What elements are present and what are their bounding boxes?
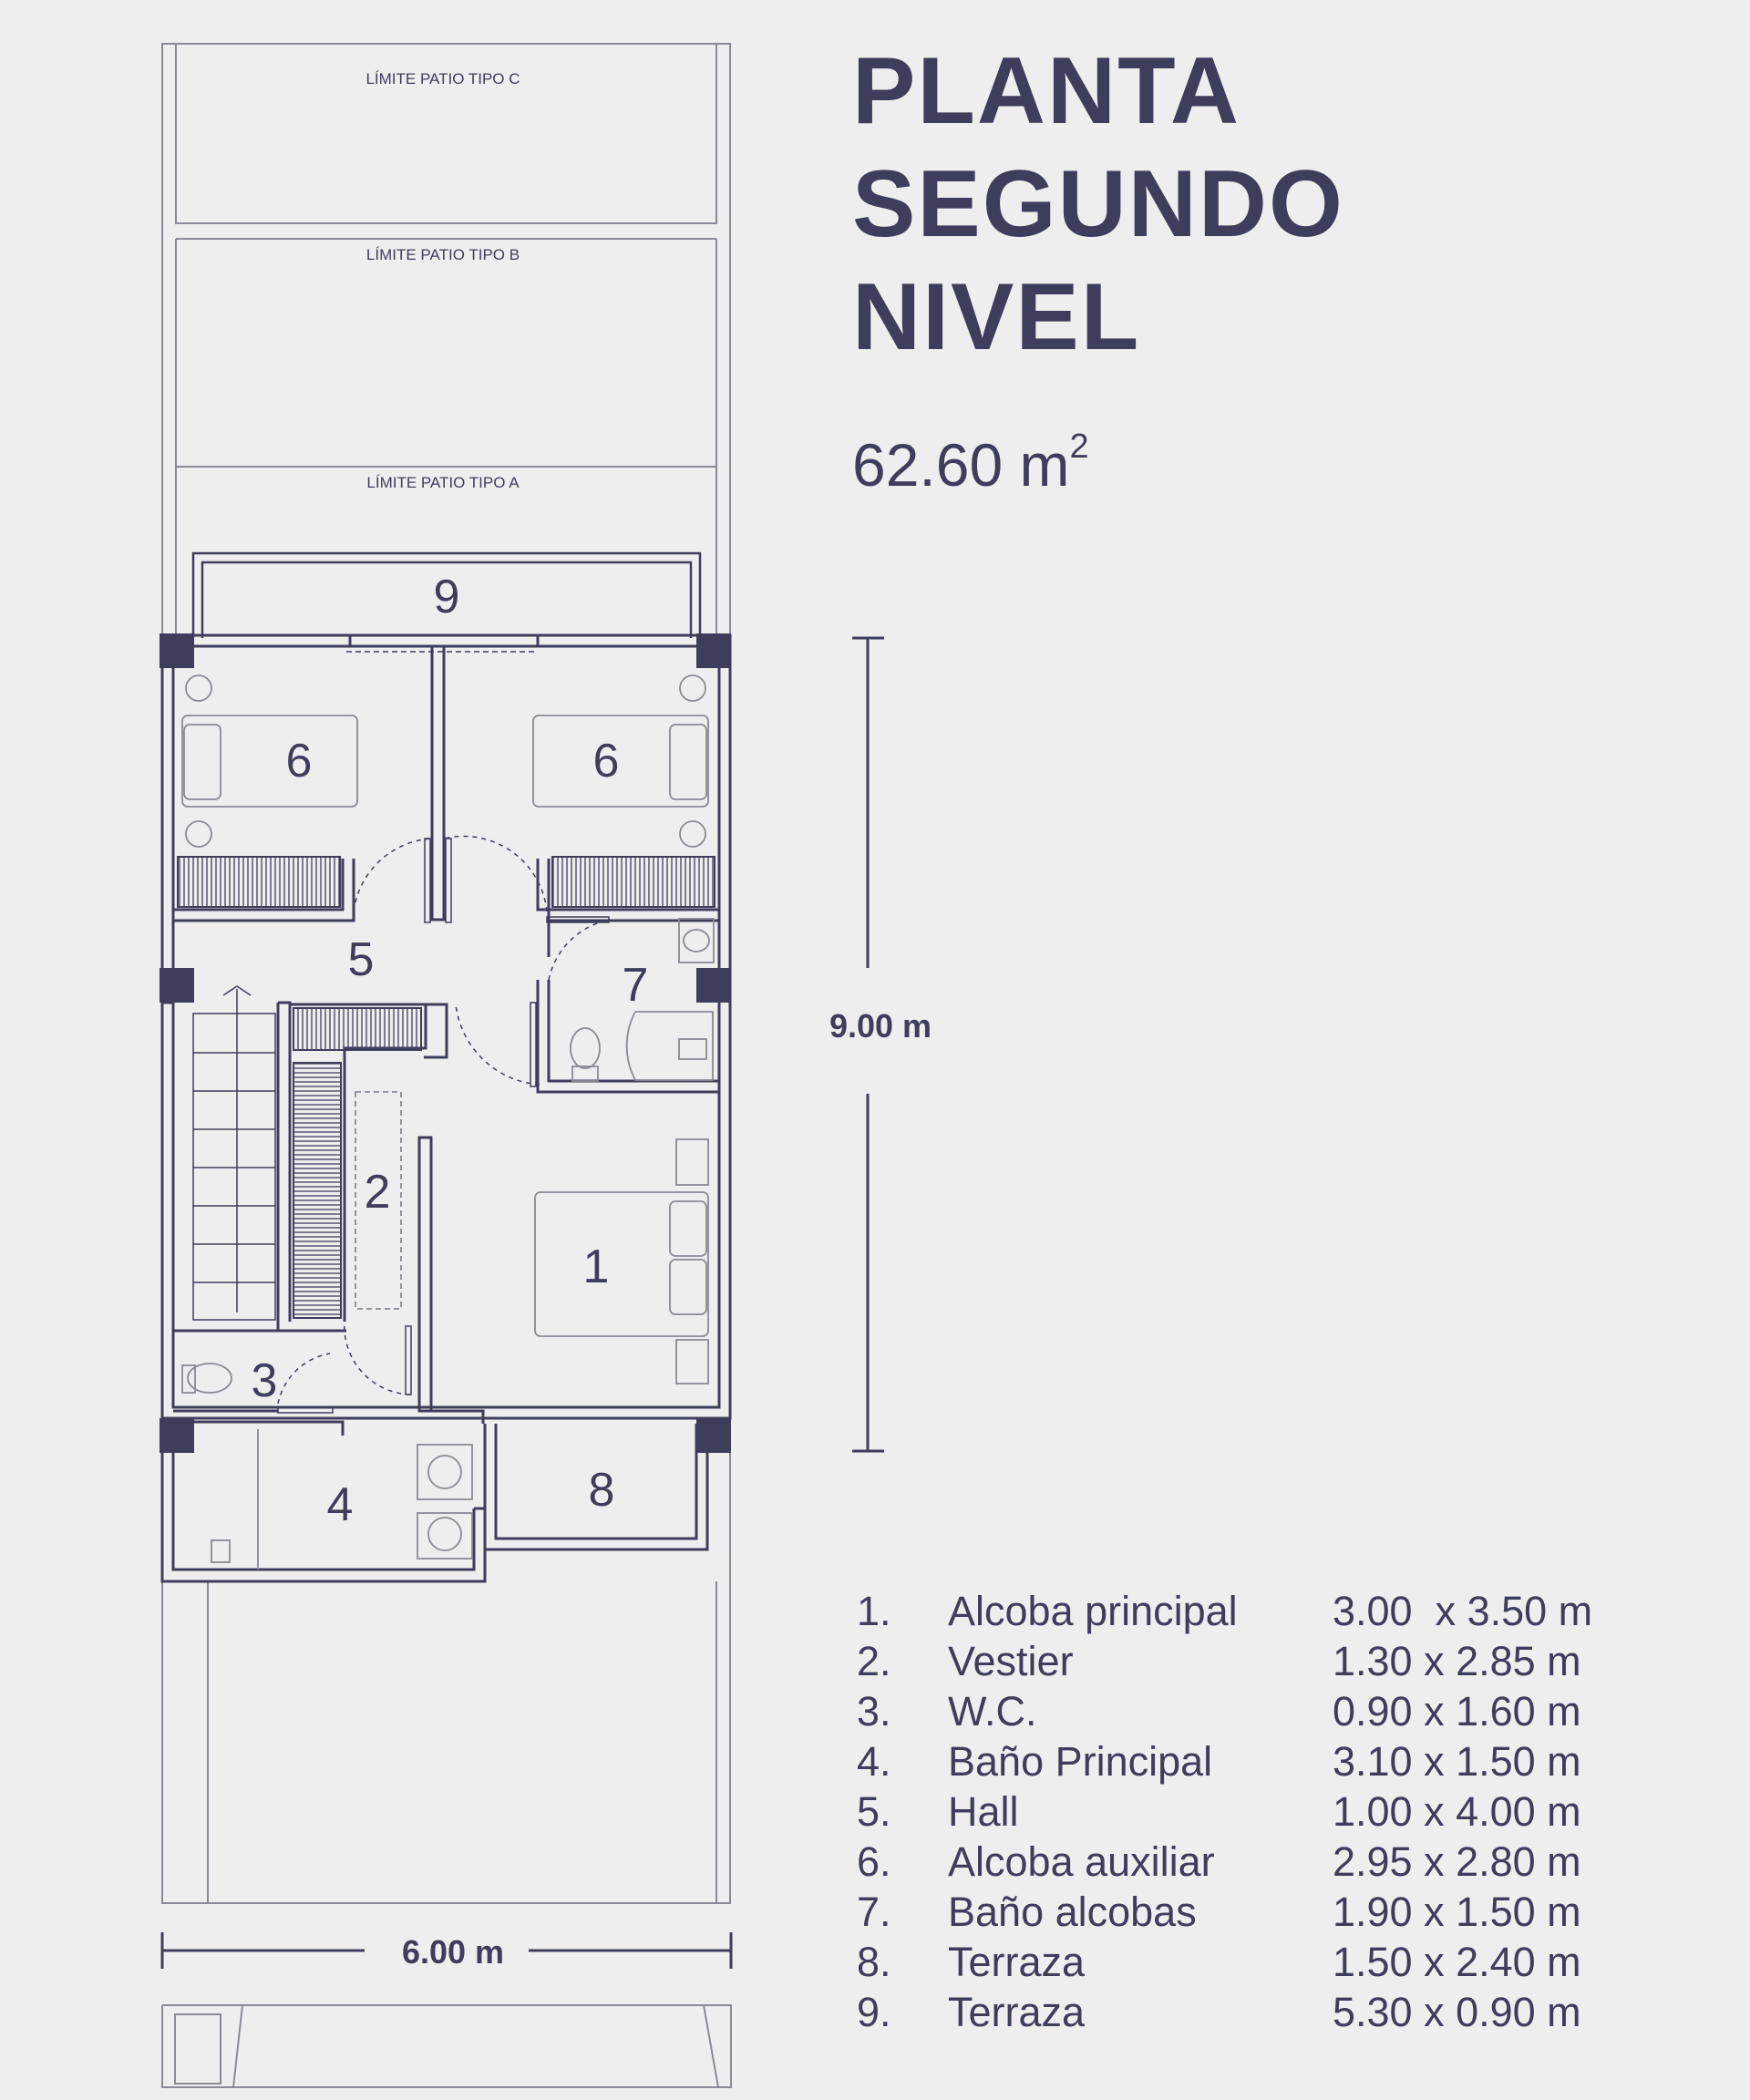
legend-dimensions: 1.00 x 4.00 m <box>1333 1788 1581 1835</box>
title-line-3: NIVEL <box>852 264 1141 370</box>
legend-room-name: Alcoba auxiliar <box>948 1838 1215 1885</box>
legend-room-name: W.C. <box>948 1688 1037 1735</box>
room-label-4: 4 <box>326 1478 354 1531</box>
legend-number: 8. <box>857 1939 891 1985</box>
legend-dimensions: 2.95 x 2.80 m <box>1333 1838 1581 1885</box>
room-label-3: 3 <box>251 1354 278 1407</box>
patio-c-label: LÍMITE PATIO TIPO C <box>365 70 520 88</box>
room-label-8: 8 <box>588 1464 615 1517</box>
page-title <box>852 35 1344 374</box>
legend-number: 4. <box>857 1738 891 1785</box>
legend-number: 5. <box>857 1788 891 1835</box>
room-label-1: 1 <box>582 1240 610 1293</box>
legend-row <box>857 1586 1732 1636</box>
bottom-strip <box>162 2005 731 2087</box>
room-label-2: 2 <box>364 1166 391 1219</box>
legend-dimensions: 0.90 x 1.60 m <box>1333 1688 1581 1735</box>
legend-row <box>857 1686 1732 1736</box>
room-label-5: 5 <box>347 933 375 986</box>
legend-number: 6. <box>857 1838 891 1885</box>
legend-number: 7. <box>857 1889 891 1935</box>
width-dimension-label: 6.00 m <box>401 1933 505 1971</box>
legend-row <box>857 1636 1732 1686</box>
legend-dimensions: 1.30 x 2.85 m <box>1333 1638 1581 1684</box>
legend-number: 1. <box>857 1588 891 1634</box>
title-line-1: PLANTA <box>852 38 1241 144</box>
height-dimension-label: 9.00 m <box>829 1007 932 1045</box>
legend-row <box>857 1887 1732 1937</box>
legend-row <box>857 1837 1732 1887</box>
legend-dimensions: 3.00 x 3.50 m <box>1333 1588 1593 1634</box>
legend-number: 2. <box>857 1638 891 1684</box>
legend-room-name: Baño Principal <box>948 1738 1213 1785</box>
legend-room-name: Terraza <box>948 1939 1086 1985</box>
legend-dimensions: 1.90 x 1.50 m <box>1333 1889 1581 1935</box>
area-value: 62.60 m <box>852 431 1070 499</box>
room-label-6a: 6 <box>285 735 313 788</box>
patio-a-label: LÍMITE PATIO TIPO A <box>366 474 520 491</box>
legend-room-name: Baño alcobas <box>948 1889 1197 1935</box>
walls <box>162 635 730 1581</box>
room-legend <box>857 1586 1732 2037</box>
legend-dimensions: 1.50 x 2.40 m <box>1333 1939 1581 1985</box>
title-line-2: SEGUNDO <box>852 151 1344 257</box>
legend-dimensions: 5.30 x 0.90 m <box>1333 1989 1581 2035</box>
legend-room-name: Alcoba principal <box>948 1588 1238 1634</box>
height-dimension <box>852 638 884 1451</box>
legend-row <box>857 1786 1732 1837</box>
stairs <box>193 986 275 1320</box>
legend-row <box>857 1987 1732 2037</box>
legend-row <box>857 1736 1732 1786</box>
legend-dimensions: 3.10 x 1.50 m <box>1333 1738 1581 1785</box>
patio-b-label: LÍMITE PATIO TIPO B <box>365 246 520 263</box>
legend-number: 3. <box>857 1688 891 1735</box>
legend-room-name: Vestier <box>948 1638 1074 1684</box>
room-label-6b: 6 <box>592 735 620 788</box>
wardrobes <box>178 857 715 1318</box>
room-label-9: 9 <box>433 571 460 623</box>
area-unit-sup: 2 <box>1069 427 1089 466</box>
legend-row <box>857 1937 1732 1987</box>
legend-room-name: Terraza <box>948 1989 1086 2035</box>
room-label-7: 7 <box>622 959 649 1012</box>
legend-room-name: Hall <box>948 1788 1019 1835</box>
legend-number: 9. <box>857 1989 891 2035</box>
furniture <box>182 675 714 1570</box>
total-area <box>852 427 1089 499</box>
